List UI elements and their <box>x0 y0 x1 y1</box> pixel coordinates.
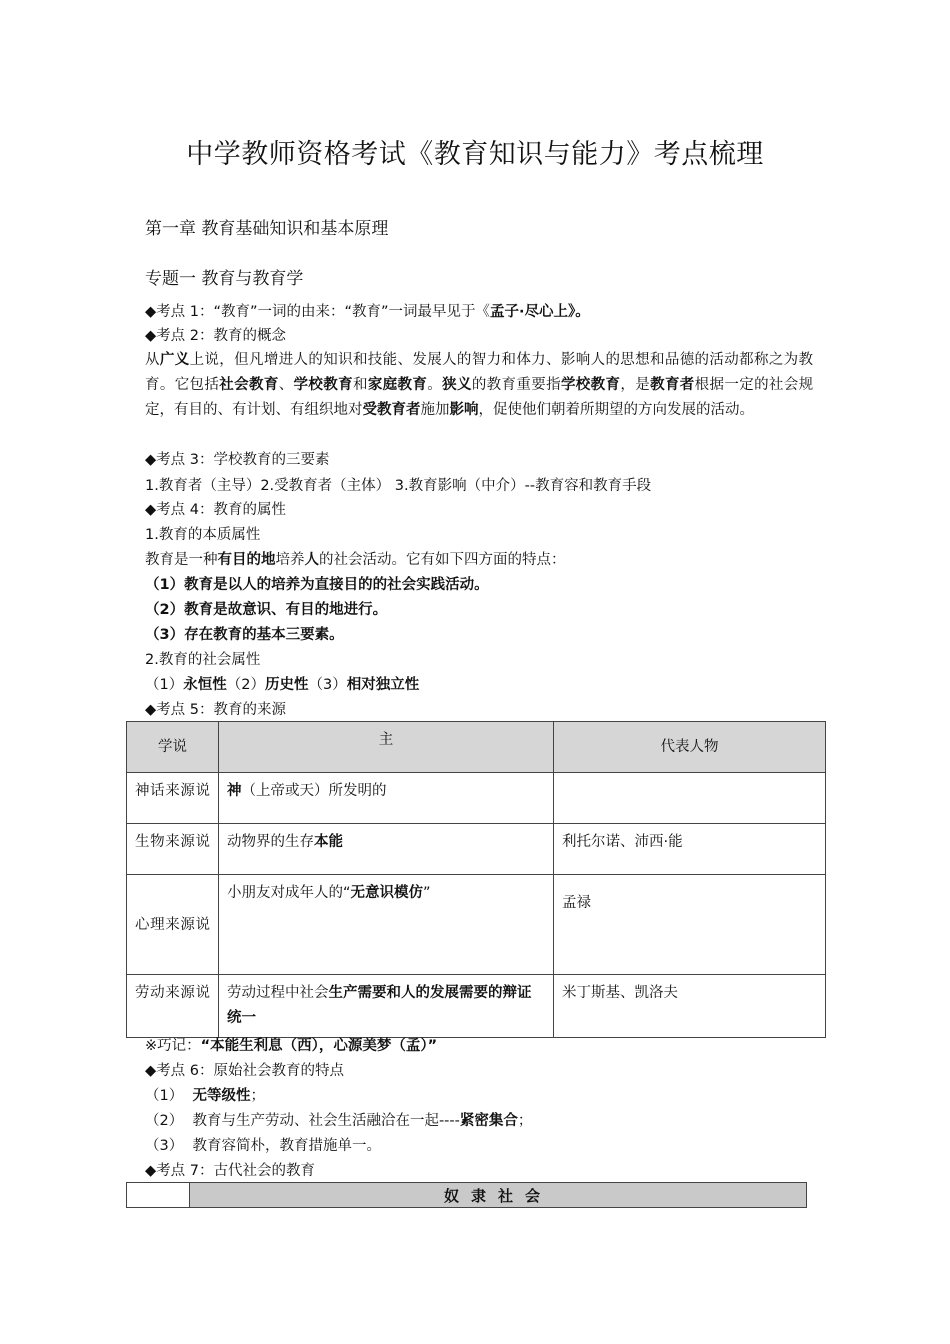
content-cell: 小朋友对成年人的“无意识模仿” <box>219 875 554 975</box>
theory-cell: 劳动来源说 <box>127 975 219 1038</box>
table-header-people: 代表人物 <box>554 722 826 773</box>
education-concept-paragraph: 从广义上说，但凡增进人的知识和技能、发展人的智力和体力、影响人的思想和品德的活动都称之为教育。它包括社会教育、学校教育和家庭教育。狭义的教育重要指学校教育，是教育者根据一定的社会规定，有目的、有计划、有组织地对受教育者施加影响，促使他们朝着所期望的方向发展的活动。 <box>145 352 814 418</box>
ancient-education-table <box>126 1182 807 1208</box>
chapter-heading: 第一章 教育基础知识和基本原理 <box>145 219 389 239</box>
kp4-heading: ◆考点 4：教育的属性 <box>145 502 286 518</box>
content-cell: 劳动过程中社会生产需要和人的发展需要的辩证统一 <box>219 975 554 1038</box>
mnemonic: ※巧记：“本能生利息（西），心源美梦（孟）” <box>145 1038 438 1054</box>
kp6-heading: ◆考点 6：原始社会教育的特点 <box>145 1063 344 1079</box>
kp4-intro: 教育是一种有目的地培养人的社会活动。它有如下四方面的特点： <box>145 552 566 568</box>
kp4-point-3: （3）存在教育的基本三要素。 <box>145 627 344 643</box>
page-title: 中学教师资格考试《教育知识与能力》考点梳理 <box>186 139 764 170</box>
empty-corner-cell <box>127 1183 190 1208</box>
kp6-item-3: （3） 教育容简朴，教育措施单一。 <box>145 1138 381 1154</box>
table-header-main: 主 <box>219 722 554 773</box>
kp6-item-1: （1） 无等级性； <box>145 1088 265 1104</box>
topic-heading: 专题一 教育与教育学 <box>145 269 304 289</box>
kp5-heading: ◆考点 5：教育的来源 <box>145 702 286 718</box>
content-cell: 神（上帝或天）所发明的 <box>219 773 554 824</box>
kp1-line: ◆考点 1：“教育”一词的由来：“教育”一词最早见于《孟子·尽心上》。 <box>145 304 590 320</box>
kp2-heading: ◆考点 2：教育的概念 <box>145 328 286 344</box>
people-cell: 孟禄 <box>554 875 826 975</box>
table-row <box>127 975 826 1038</box>
education-origin-table <box>126 721 826 1038</box>
table-header-theory: 学说 <box>127 722 219 773</box>
table-row <box>127 824 826 875</box>
kp7-heading: ◆考点 7：古代社会的教育 <box>145 1163 315 1179</box>
people-cell <box>554 773 826 824</box>
kp4-point-2: （2）教育是故意识、有目的地进行。 <box>145 602 388 618</box>
table-row <box>127 875 826 975</box>
kp4-sub2: 2.教育的社会属性 <box>145 652 261 668</box>
theory-cell: 神话来源说 <box>127 773 219 824</box>
content-cell: 动物界的生存本能 <box>219 824 554 875</box>
kp3-items: 1.教育者（主导）2.受教育者（主体） 3.教育影响（中介）--教育容和教育手段 <box>145 478 652 494</box>
kp6-item-2: （2） 教育与生产劳动、社会生活融洽在一起----紧密集合； <box>145 1113 533 1129</box>
slave-society-header: 奴隶社会 <box>190 1183 807 1208</box>
kp4-sub1: 1.教育的本质属性 <box>145 527 261 543</box>
kp4-point-1: （1）教育是以人的培养为直接目的的社会实践活动。 <box>145 577 489 593</box>
people-cell: 利托尔诺、沛西·能 <box>554 824 826 875</box>
kp4-social-attributes: （1）永恒性（2）历史性（3）相对独立性 <box>145 677 420 693</box>
theory-cell: 心理来源说 <box>127 875 219 975</box>
kp3-heading: ◆考点 3：学校教育的三要素 <box>145 452 330 468</box>
people-cell: 米丁斯基、凯洛夫 <box>554 975 826 1038</box>
table-row <box>127 773 826 824</box>
theory-cell: 生物来源说 <box>127 824 219 875</box>
